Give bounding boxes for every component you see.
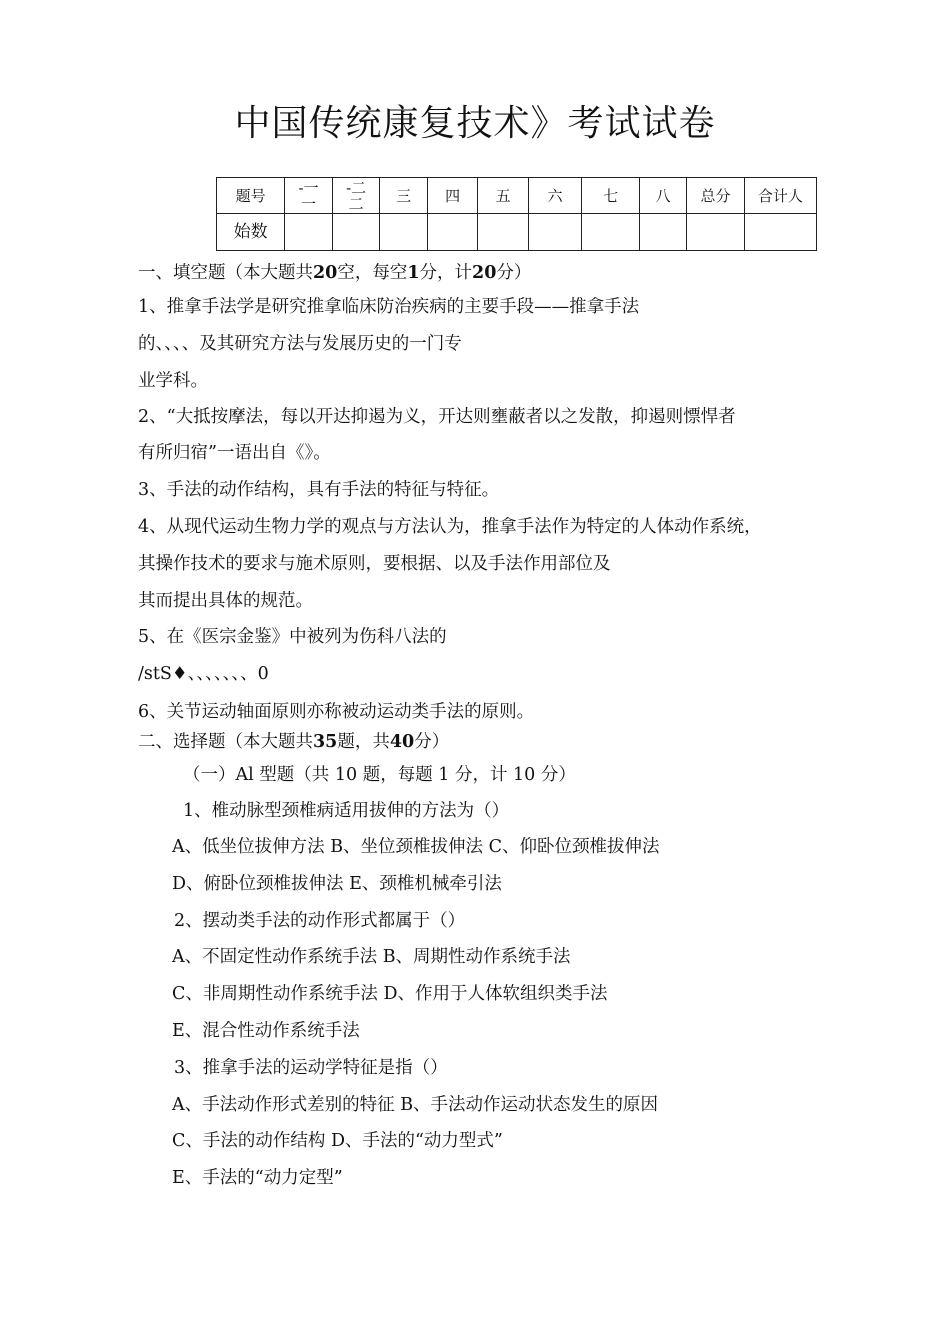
score-cell (639, 214, 687, 251)
score-cell (582, 214, 639, 251)
section1-line: 3、手法的动作结构，具有手法的特征与特征。 (138, 480, 500, 500)
section1-line: 的、、、、及其研究方法与发展历史的一门专 (138, 334, 462, 354)
score-col: 总分 (687, 178, 744, 214)
score-col: 四 (427, 178, 478, 214)
section2-heading: 二、选择题（本大题共35题，共40分） (138, 732, 450, 752)
section1-line: /stS♦、、、、、、、0 (138, 664, 269, 684)
question-2-options: C、非周期性动作系统手法 D、作用于人体软组织类手法 (172, 984, 608, 1004)
score-cell (427, 214, 478, 251)
score-col: 合计人 (744, 178, 816, 214)
score-cell (744, 214, 816, 251)
question-3-options: E、手法的“动力定型” (172, 1168, 343, 1188)
score-cell (478, 214, 529, 251)
section1-line: 4、从现代运动生物力学的观点与方法认为，推拿手法作为特定的人体动作系统， (138, 517, 762, 537)
score-col: 七 (582, 178, 639, 214)
score-table-row-label: 始数 (217, 214, 285, 251)
section1-line: 其操作技术的要求与施术原则，要根据、以及手法作用部位及 (138, 554, 611, 574)
score-col: 八 (639, 178, 687, 214)
question-3-options: A、手法动作形式差别的特征 B、手法动作运动状态发生的原因 (172, 1095, 659, 1115)
score-cell (285, 214, 333, 251)
exam-title: 中国传统康复技术》考试试卷 (234, 103, 716, 144)
section1-line: 业学科。 (138, 371, 208, 391)
score-cell (687, 214, 744, 251)
score-col: -二 二 (332, 178, 380, 214)
section2-subheading: （一）Al 型题（共 10 题，每题 1 分，计 10 分） (183, 765, 576, 785)
section1-line: 其而提出具体的规范。 (138, 591, 313, 611)
section1-heading: 一、填空题（本大题共20空，每空1分，计20分） (138, 263, 532, 283)
score-cell (528, 214, 581, 251)
score-table-header-label: 题号 (217, 178, 285, 214)
score-col: 六 (528, 178, 581, 214)
question-1-options: D、俯卧位颈椎拔伸法 E、颈椎机械牵引法 (172, 874, 502, 894)
score-table-score-row (217, 214, 817, 251)
question-3-options: C、手法的动作结构 D、手法的“动力型式” (172, 1131, 503, 1151)
question-3: 3、推拿手法的运动学特征是指（） (174, 1058, 448, 1078)
score-cell (380, 214, 428, 251)
question-2-options: A、不固定性动作系统手法 B、周期性动作系统手法 (172, 947, 571, 967)
score-table-header-row (217, 178, 817, 214)
section1-line: 2、“大抵按摩法，每以开达抑遏为义，开达则壅蔽者以之发散，抑遏则慓悍者 (138, 407, 736, 427)
question-1-options: A、低坐位拔伸方法 B、坐位颈椎拔伸法 C、仰卧位颈椎拔伸法 (172, 837, 660, 857)
question-2: 2、摆动类手法的动作形式都属于（） (174, 911, 466, 931)
section1-line: 1、推拿手法学是研究推拿临床防治疾病的主要手段——推拿手法 (138, 297, 640, 317)
score-col: 三 (380, 178, 428, 214)
question-1: 1、椎动脉型颈椎病适用拔伸的方法为（） (183, 801, 510, 821)
section1-line: 5、在《医宗金鉴》中被列为伤科八法的 (138, 627, 447, 647)
section1-line: 有所归宿”一语出自《》。 (138, 443, 331, 463)
question-2-options: E、混合性动作系统手法 (172, 1021, 360, 1041)
section1-line: 6、关节运动轴面原则亦称被动运动类手法的原则。 (138, 702, 535, 722)
score-col: -一 一 (285, 178, 333, 214)
score-col: 五 (478, 178, 529, 214)
score-cell (332, 214, 380, 251)
score-table (216, 177, 817, 251)
